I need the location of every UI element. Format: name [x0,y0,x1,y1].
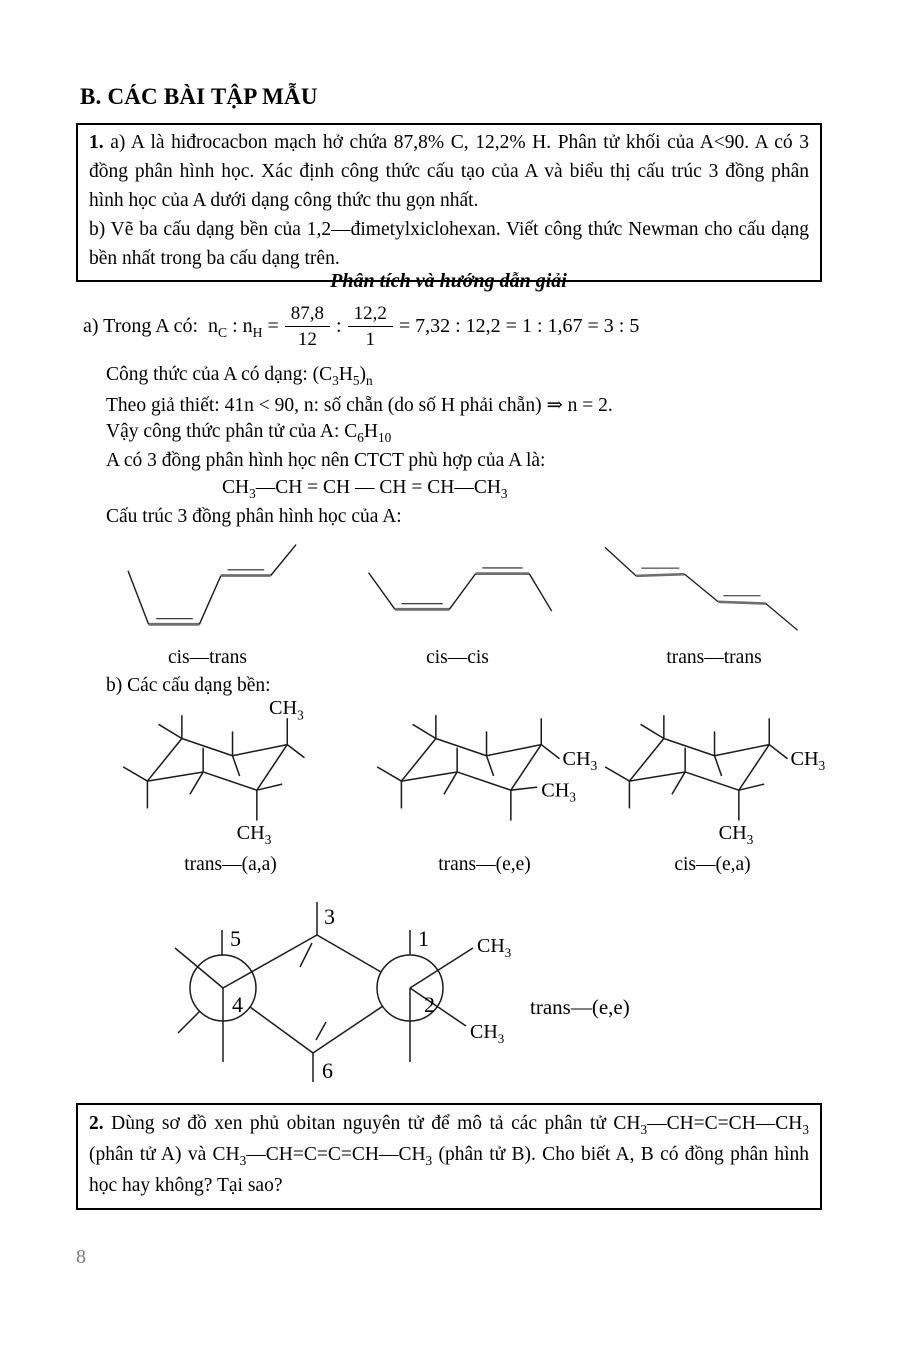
cis-trans-bonds [128,545,296,625]
newman-ch3-upper: $CH_3$ [477,935,512,960]
isomer-figure-cis-trans [95,537,320,669]
trans-trans-structure [568,537,858,645]
ch3-label-equatorial-lower: $CH_3$ [541,779,576,805]
solution-line-isomers: Cấu trúc 3 đồng phân hình học của A: [106,506,402,527]
chair-trans-ee [362,700,607,852]
newman-carbon-6: 6 [322,1058,333,1083]
ch3-label-equatorial: $CH_3$ [790,747,826,773]
solution-line-ctct: A có 3 đồng phân hình học nên CTCT phù hợp của A là: [106,450,546,471]
chair-h-bonds [377,715,559,820]
fraction-separator: : [336,315,342,337]
ch3-label-axial-down: $CH_3$ [236,821,272,847]
formula-equals: = [267,315,279,337]
conformer-label-cis-ea: cis—(e,a) [674,854,751,875]
fraction-carbon: $\frac{87,8}{12}$ [285,302,330,351]
trans-trans-bonds [605,547,798,630]
problem-box-1 [76,123,822,282]
section-heading: B. CÁC BÀI TẬP MẪU [80,84,318,109]
ch3-label-axial-down: $CH_3$ [718,821,754,847]
chair-h-bonds [123,715,304,820]
newman-carbon-3: 3 [324,904,335,929]
isomer-figure-cis-cis [345,537,570,669]
isomer-label-trans-trans: trans—trans [666,647,762,668]
isomer-figure-trans-trans [568,537,860,669]
formula-result: = 7,32 : 12,2 = 1 : 1,67 = 3 : 5 [398,315,640,337]
formula-prefix: a) Trong A có: [83,315,199,337]
chair-cis-ea [590,700,835,852]
page-number: 8 [76,1246,86,1268]
newman-carbon-2: 2 [424,992,435,1017]
problem-2-number: 2. [89,1113,104,1134]
newman-carbon-4: 4 [232,992,243,1017]
conformer-section-line: b) Các cấu dạng bền: [106,675,271,696]
conformer-figure-trans-aa [108,700,353,876]
formula-colon: : [232,315,238,337]
newman-projection [130,890,690,1100]
ch3-label-axial-up: $CH_3$ [269,700,304,723]
newman-conformer-label: trans—(e,e) [530,995,630,1019]
problem-2-text: 2. Dùng sơ đồ xen phủ obitan nguyên tử để mô tả các phân tử $CH_3—CH=C=CH—CH_3$ (phân tử A) và $CH_3—CH=C=C=CH—CH_3$ (phân tử B). Cho biết A, B có đồng phân hình học hay không? Tại sao? [89,1113,809,1196]
conformer-label-trans-aa: trans—(a,a) [184,854,277,875]
chair-ring-bonds [147,739,287,791]
mole-ratio-formula [78,302,639,351]
chair-h-bonds [605,715,787,820]
solution-line-formula-general: Công thức của A có dạng: $(C_3H_5)_n$ [106,364,373,388]
chair-ring-bonds [401,739,541,791]
problem-box-2 [76,1103,822,1210]
newman-circles [190,955,443,1021]
newman-carbon-1: 1 [418,926,429,951]
problem-1-part-b: b) Vẽ ba cấu dạng bền của 1,2—đimetylxiclohexan. Viết công thức Newman cho cấu dạng bền nhất trong ba cấu dạng trên. [89,219,809,269]
structural-formula-text: $CH_3—CH$ = CH — CH = $CH—CH_3$ [222,477,508,501]
chair-trans-aa [108,700,353,852]
formula-nc: $n_C$ [208,315,228,340]
solution-line-hypothesis: Theo giả thiết: 41n < 90, n: số chẵn (do số H phải chẵn) ⇒ n = 2. [106,395,613,416]
isomer-label-cis-trans: cis—trans [167,647,248,668]
conformer-label-trans-ee: trans—(e,e) [438,854,531,875]
cis-trans-structure [95,537,315,645]
cis-cis-structure [345,537,565,645]
fraction-hydrogen: $\frac{12,2}{1}$ [348,302,393,351]
newman-carbon-5: 5 [230,926,241,951]
newman-ch3-lower: $CH_3$ [470,1021,505,1046]
conformer-figure-trans-ee [362,700,607,876]
chair-ring-bonds [629,739,769,791]
solution-heading: Phân tích và hướng dẫn giải [330,270,567,292]
problem-1-part-a: 1. a) A là hiđrocacbon mạch hở chứa 87,8% C, 12,2% H. Phân tử khối của A<90. A có 3 đồng phân hình học. Xác định công thức cấu tạo của A và biểu thị cấu trúc 3 đồng phân hình học của A dưới dạng công thức thu gọn nhất. [89,132,809,211]
cis-cis-bonds [369,568,552,611]
solution-line-molecular-formula: Vậy công thức phân tử của A: $C_6H_{10}$ [106,421,392,445]
conformer-figure-cis-ea [590,700,835,876]
ch3-label-equatorial-upper: $CH_3$ [562,747,598,773]
isomer-label-cis-cis: cis—cis [426,647,489,668]
formula-nh: $n_H$ [242,315,263,340]
problem-1-number: 1. [89,132,104,153]
